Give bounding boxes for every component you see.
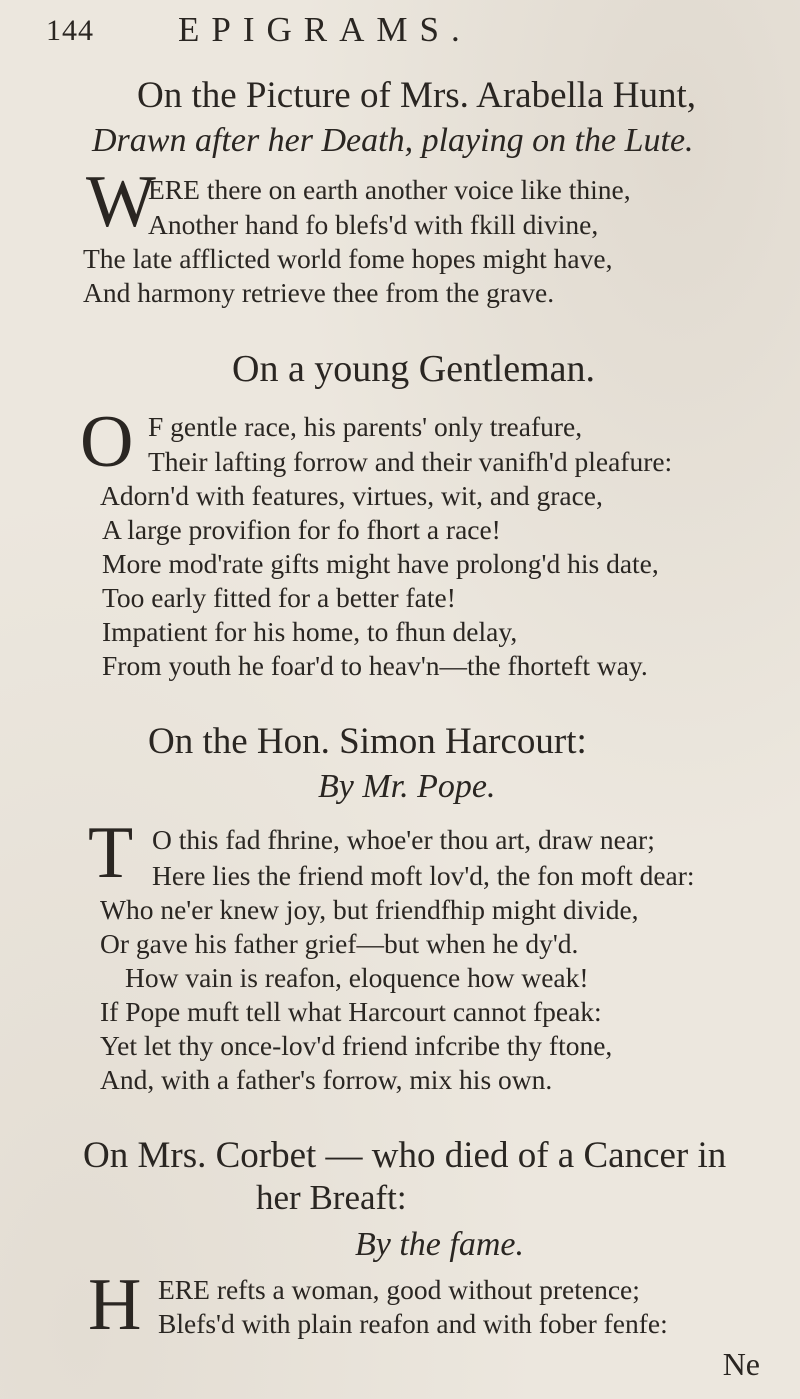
running-head: EPIGRAMS. [178, 10, 472, 49]
poem-title: On Mrs. Corbet — who died of a Cancer in [83, 1135, 727, 1176]
verse-line: Yet let thy once-lov'd friend infcribe thy ftone, [100, 1030, 613, 1061]
verse-line: Impatient for his home, to fhun delay, [102, 616, 518, 647]
verse-line: ERE there on earth another voice like thine, [148, 174, 631, 205]
verse-line: And harmony retrieve thee from the grave. [83, 277, 555, 308]
verse-line: Here lies the friend moft lov'd, the fon moft dear: [152, 860, 695, 891]
verse-line: Adorn'd with features, virtues, wit, and grace, [100, 480, 603, 511]
verse-line: The late afflicted world fome hopes might have, [83, 243, 613, 274]
poem-title: On the Picture of Mrs. Arabella Hunt, [137, 75, 696, 116]
drop-cap: H [88, 1264, 142, 1346]
verse-line: Who ne'er knew joy, but friendfhip might divide, [100, 894, 639, 925]
verse-line: From youth he foar'd to heav'n—the fhorteft way. [102, 650, 648, 681]
drop-cap: T [88, 812, 134, 894]
poem-byline: By the fame. [355, 1226, 524, 1263]
verse-line: O this fad fhrine, whoe'er thou art, draw near; [152, 824, 655, 855]
verse-line: If Pope muft tell what Harcourt cannot fpeak: [100, 996, 602, 1027]
verse-line: F gentle race, his parents' only treafure, [148, 411, 583, 442]
verse-line: And, with a father's forrow, mix his own. [100, 1064, 553, 1095]
poem-subtitle: Drawn after her Death, playing on the Lute. [92, 122, 694, 159]
verse-line: A large provifion for fo fhort a race! [102, 514, 501, 545]
drop-cap: O [80, 401, 134, 483]
poem-title: On a young Gentleman. [232, 348, 596, 390]
poem-byline: By Mr. Pope. [318, 768, 496, 805]
verse-line: More mod'rate gifts might have prolong'd his date, [102, 548, 659, 579]
drop-cap: W [86, 161, 156, 243]
verse-line: Blefs'd with plain reafon and with fober fenfe: [158, 1308, 668, 1339]
poem-title-continued: her Breaft: [256, 1178, 407, 1217]
verse-line: Too early fitted for a better fate! [102, 582, 456, 613]
page-number: 144 [46, 14, 94, 47]
verse-line: Or gave his father grief—but when he dy'd. [100, 928, 579, 959]
verse-line: Another hand fo blefs'd with fkill divine, [148, 209, 599, 240]
catchword: Ne [722, 1346, 760, 1382]
verse-line: ERE refts a woman, good without pretence; [158, 1274, 640, 1305]
verse-line: Their lafting forrow and their vanifh'd pleafure: [148, 446, 673, 477]
verse-line: How vain is reafon, eloquence how weak! [125, 962, 589, 993]
poem-title: On the Hon. Simon Harcourt: [148, 721, 587, 762]
